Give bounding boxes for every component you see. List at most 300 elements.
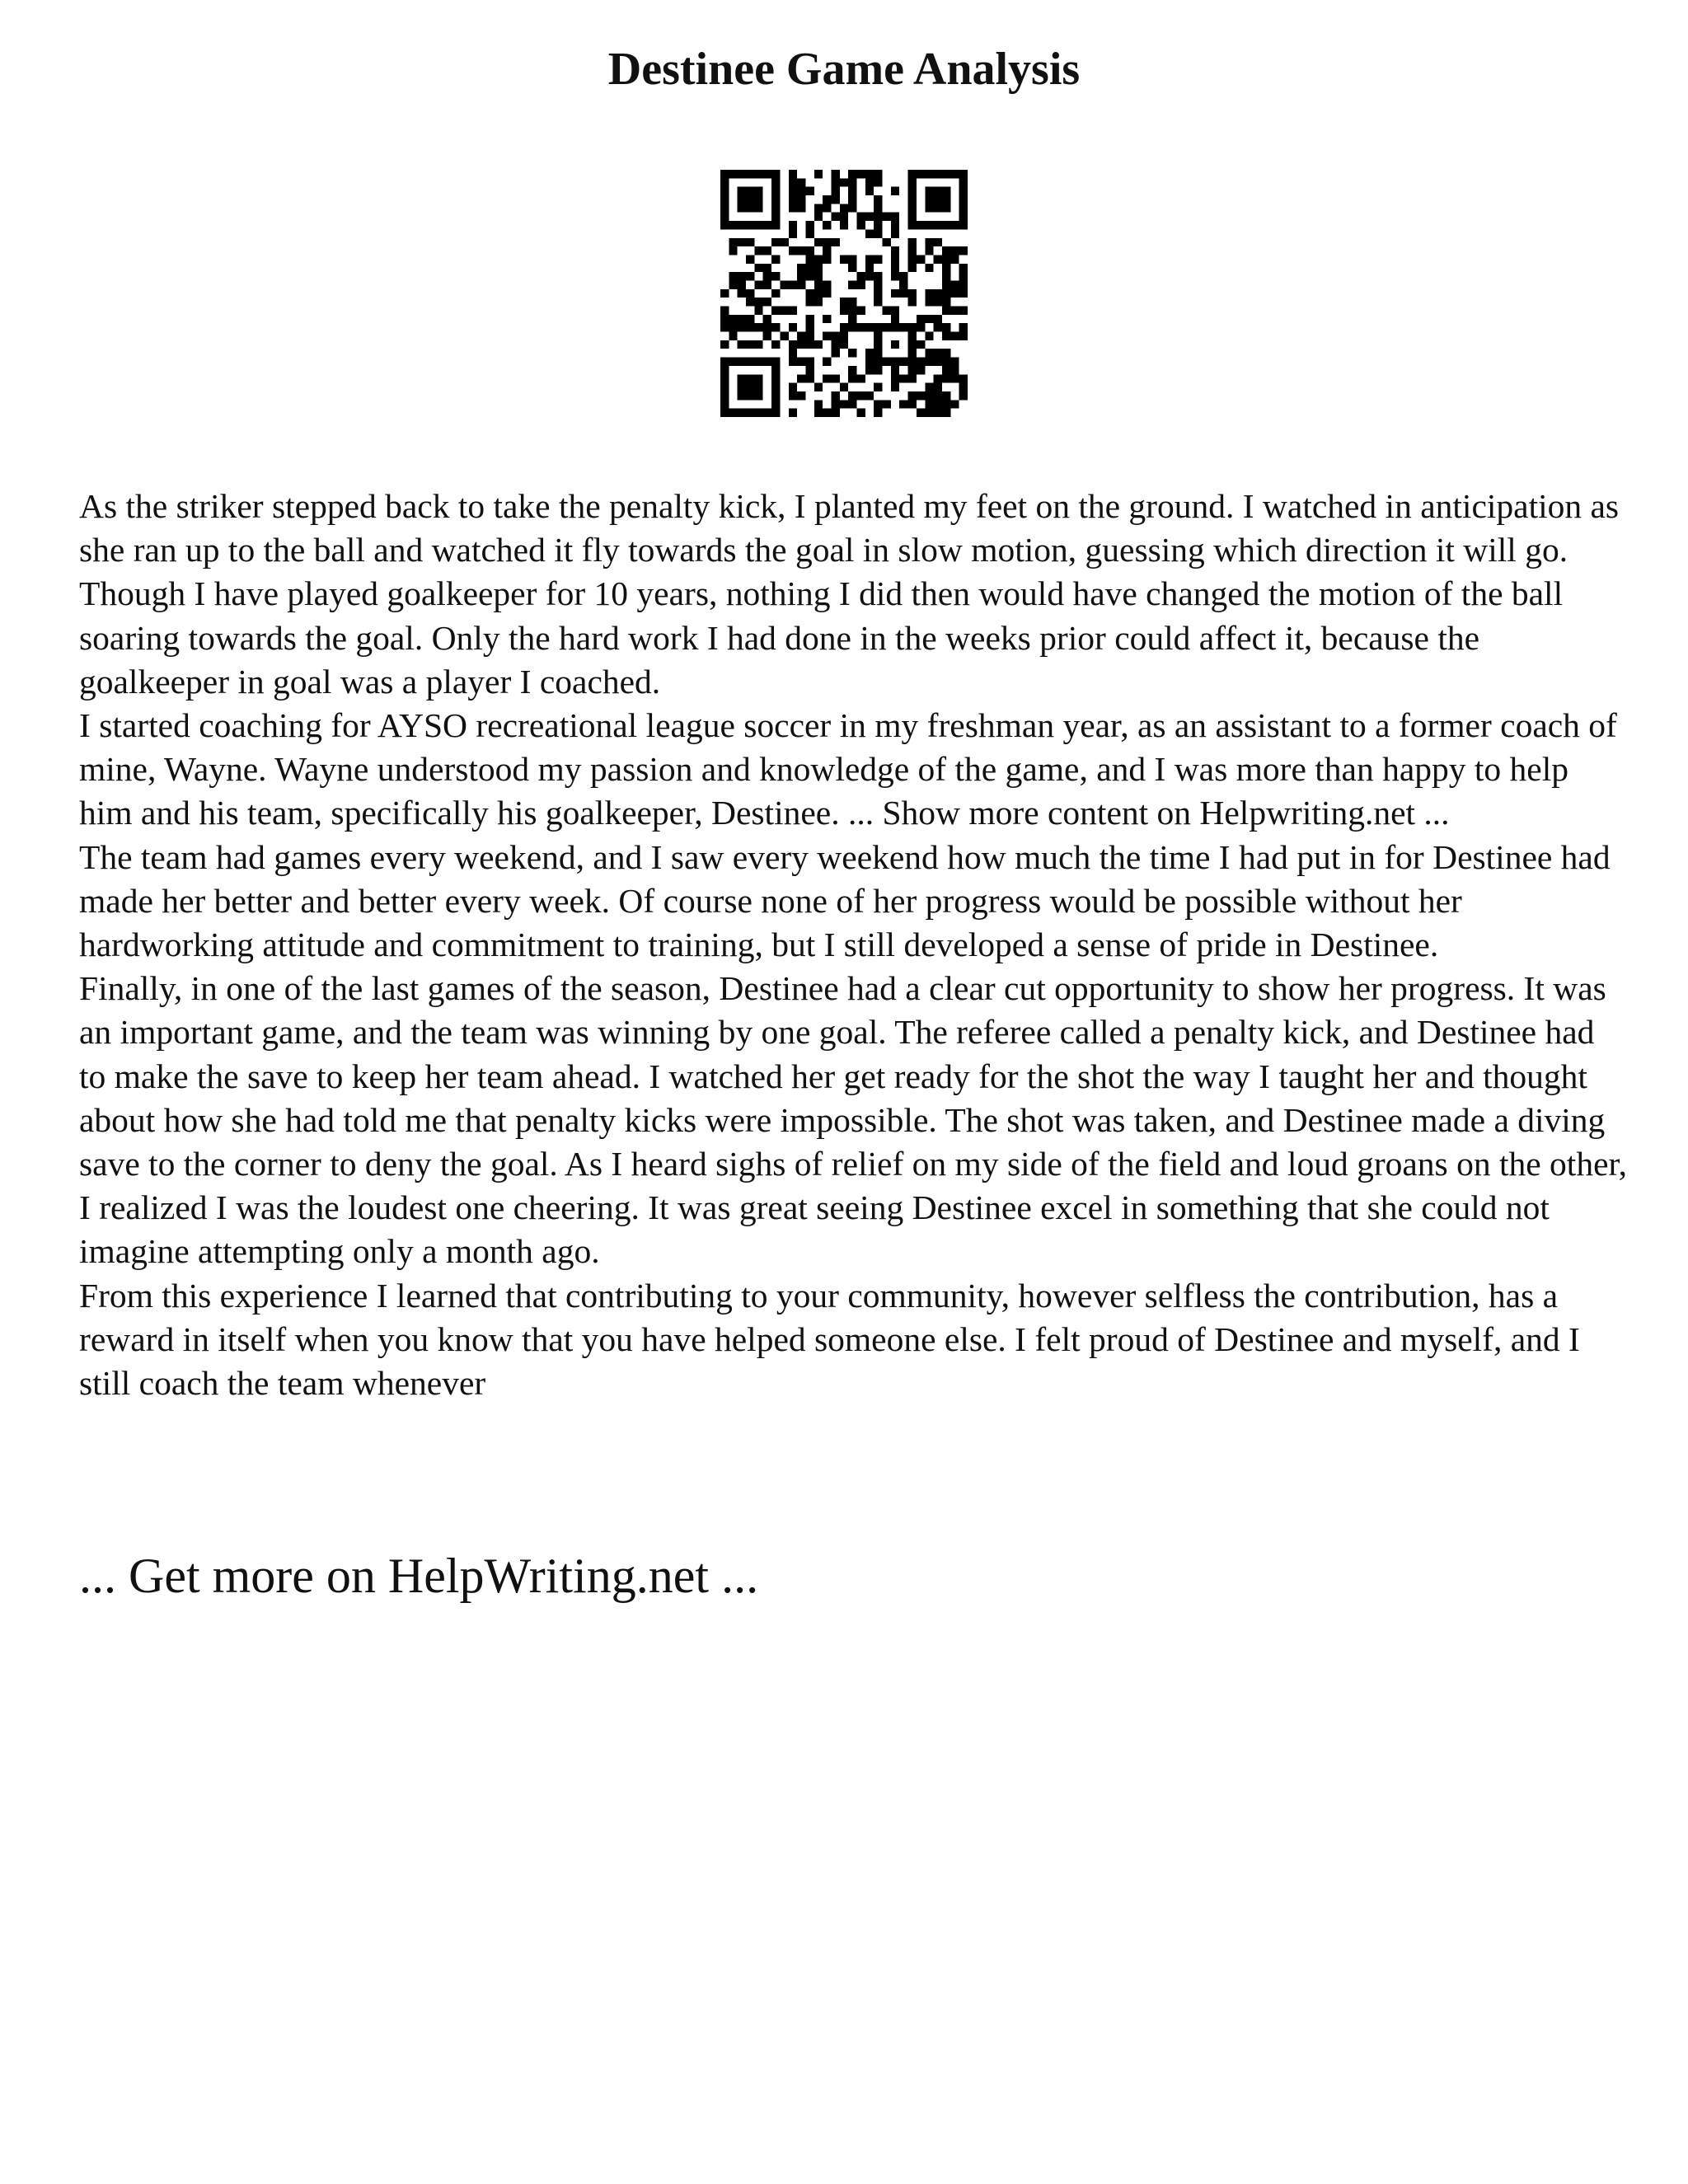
paragraph: From this experience I learned that contributing to your community, however selfless the contribution, has a reward in itself when you know that you have helped someone else. I felt proud of Destinee and myself, and I still coach the team whenever bbox=[79, 1276, 1580, 1403]
qr-module bbox=[771, 409, 780, 417]
qr-module bbox=[746, 315, 754, 323]
qr-module bbox=[720, 366, 729, 374]
qr-module bbox=[959, 178, 968, 186]
qr-module bbox=[942, 298, 950, 306]
qr-module bbox=[823, 280, 831, 288]
qr-module bbox=[840, 400, 848, 408]
qr-module bbox=[950, 280, 959, 288]
qr-module bbox=[746, 255, 754, 263]
qr-module bbox=[908, 349, 917, 357]
qr-module bbox=[720, 315, 729, 323]
qr-module bbox=[840, 383, 848, 391]
qr-module bbox=[797, 374, 805, 382]
qr-module bbox=[848, 187, 856, 195]
qr-module bbox=[797, 246, 805, 255]
qr-module bbox=[738, 323, 746, 331]
qr-module bbox=[840, 204, 848, 212]
qr-module bbox=[814, 170, 823, 178]
qr-module bbox=[746, 391, 754, 400]
qr-module bbox=[950, 246, 959, 255]
qr-module bbox=[848, 366, 856, 374]
get-more-link[interactable]: ... Get more on HelpWriting.net ... bbox=[79, 1549, 759, 1603]
qr-module bbox=[959, 170, 968, 178]
qr-module bbox=[780, 307, 788, 315]
qr-module bbox=[865, 255, 874, 263]
qr-module bbox=[865, 366, 874, 374]
qr-module bbox=[738, 315, 746, 323]
article-body bbox=[79, 485, 1629, 1405]
qr-module bbox=[934, 170, 942, 178]
qr-module bbox=[805, 374, 814, 382]
qr-module bbox=[720, 340, 729, 349]
qr-module bbox=[925, 289, 933, 298]
qr-module bbox=[908, 246, 917, 255]
qr-module bbox=[874, 229, 882, 237]
qr-module bbox=[899, 323, 907, 331]
qr-module bbox=[950, 366, 959, 374]
qr-module bbox=[797, 204, 805, 212]
qr-module bbox=[925, 298, 933, 306]
qr-module bbox=[840, 221, 848, 229]
qr-module bbox=[823, 255, 831, 263]
qr-module bbox=[874, 400, 882, 408]
qr-module bbox=[738, 280, 746, 288]
qr-module bbox=[720, 307, 729, 315]
qr-module bbox=[925, 246, 933, 255]
qr-module bbox=[934, 187, 942, 195]
qr-module bbox=[771, 204, 780, 212]
qr-module bbox=[771, 358, 780, 366]
qr-module bbox=[899, 272, 907, 280]
qr-module bbox=[763, 315, 771, 323]
qr-module bbox=[754, 391, 762, 400]
qr-module bbox=[729, 332, 737, 340]
qr-module bbox=[848, 170, 856, 178]
qr-module bbox=[805, 264, 814, 272]
qr-module bbox=[840, 178, 848, 186]
qr-module bbox=[942, 170, 950, 178]
qr-module bbox=[942, 289, 950, 298]
qr-module bbox=[942, 332, 950, 340]
qr-module bbox=[789, 323, 797, 331]
qr-module bbox=[883, 238, 891, 246]
qr-module bbox=[874, 255, 882, 263]
qr-module bbox=[789, 358, 797, 366]
qr-module bbox=[950, 374, 959, 382]
qr-module bbox=[754, 383, 762, 391]
qr-module bbox=[899, 374, 907, 382]
qr-module bbox=[874, 213, 882, 221]
qr-module bbox=[738, 374, 746, 382]
qr-module bbox=[840, 323, 848, 331]
qr-module bbox=[805, 246, 814, 255]
qr-module bbox=[746, 170, 754, 178]
qr-module bbox=[771, 366, 780, 374]
qr-module bbox=[908, 187, 917, 195]
qr-module bbox=[959, 246, 968, 255]
qr-module bbox=[917, 315, 925, 323]
qr-module bbox=[865, 170, 874, 178]
qr-module bbox=[831, 332, 839, 340]
qr-module bbox=[891, 374, 899, 382]
qr-module bbox=[771, 221, 780, 229]
qr-module bbox=[950, 400, 959, 408]
qr-module bbox=[754, 307, 762, 315]
qr-module bbox=[942, 187, 950, 195]
qr-module bbox=[789, 204, 797, 212]
qr-module bbox=[959, 307, 968, 315]
qr-module bbox=[840, 213, 848, 221]
qr-module bbox=[746, 289, 754, 298]
qr-module bbox=[797, 340, 805, 349]
qr-module bbox=[925, 221, 933, 229]
qr-module bbox=[925, 349, 933, 357]
qr-module bbox=[814, 272, 823, 280]
qr-module bbox=[874, 204, 882, 212]
qr-module bbox=[959, 323, 968, 331]
qr-module bbox=[738, 170, 746, 178]
qr-module bbox=[942, 349, 950, 357]
qr-module bbox=[934, 349, 942, 357]
qr-module bbox=[789, 307, 797, 315]
qr-module bbox=[805, 340, 814, 349]
qr-module bbox=[771, 391, 780, 400]
paragraph: I started coaching for AYSO recreational league soccer in my freshman year, as an assistant to a former coach of mine, Wayne. Wayne understood my passion and knowledge of the game, and I was more than happy to help him and his team, specifically his goalkeeper, Destinee. ... Show more content on Helpwriting.net ... bbox=[79, 706, 1617, 832]
qr-module bbox=[908, 340, 917, 349]
qr-module bbox=[908, 204, 917, 212]
qr-module bbox=[797, 264, 805, 272]
qr-module bbox=[738, 340, 746, 349]
qr-module bbox=[805, 221, 814, 229]
qr-module bbox=[823, 315, 831, 323]
qr-code-graphic bbox=[720, 170, 968, 417]
qr-module bbox=[865, 264, 874, 272]
qr-module bbox=[950, 255, 959, 263]
qr-module bbox=[746, 340, 754, 349]
qr-module bbox=[805, 255, 814, 263]
qr-module bbox=[942, 307, 950, 315]
qr-module bbox=[959, 289, 968, 298]
qr-module bbox=[874, 170, 882, 178]
qr-module bbox=[934, 383, 942, 391]
qr-module bbox=[848, 280, 856, 288]
qr-module bbox=[917, 255, 925, 263]
qr-module bbox=[908, 238, 917, 246]
qr-module bbox=[848, 195, 856, 204]
qr-module bbox=[891, 323, 899, 331]
qr-module bbox=[754, 195, 762, 204]
qr-module bbox=[891, 366, 899, 374]
qr-module bbox=[891, 264, 899, 272]
qr-module bbox=[934, 221, 942, 229]
qr-module bbox=[831, 170, 839, 178]
qr-module bbox=[771, 195, 780, 204]
qr-module bbox=[942, 374, 950, 382]
qr-module bbox=[814, 204, 823, 212]
qr-module bbox=[899, 358, 907, 366]
qr-module bbox=[754, 280, 762, 288]
qr-module bbox=[771, 170, 780, 178]
qr-module bbox=[848, 391, 856, 400]
qr-module bbox=[857, 391, 865, 400]
qr-module bbox=[831, 340, 839, 349]
qr-module bbox=[729, 272, 737, 280]
qr-module bbox=[942, 358, 950, 366]
qr-module bbox=[950, 332, 959, 340]
qr-module bbox=[729, 221, 737, 229]
qr-module bbox=[805, 366, 814, 374]
qr-module bbox=[857, 280, 865, 288]
qr-module bbox=[738, 358, 746, 366]
qr-module bbox=[899, 289, 907, 298]
qr-module bbox=[891, 213, 899, 221]
qr-module bbox=[746, 358, 754, 366]
qr-module bbox=[746, 238, 754, 246]
qr-module bbox=[746, 323, 754, 331]
qr-module bbox=[917, 391, 925, 400]
qr-module bbox=[797, 332, 805, 340]
qr-module bbox=[891, 255, 899, 263]
qr-module bbox=[942, 195, 950, 204]
qr-module bbox=[950, 170, 959, 178]
qr-module bbox=[720, 187, 729, 195]
qr-module bbox=[848, 298, 856, 306]
qr-module bbox=[831, 391, 839, 400]
qr-module bbox=[720, 178, 729, 186]
qr-module bbox=[891, 289, 899, 298]
qr-module bbox=[738, 391, 746, 400]
qr-module bbox=[823, 374, 831, 382]
qr-module bbox=[805, 187, 814, 195]
qr-module bbox=[823, 204, 831, 212]
qr-module bbox=[917, 366, 925, 374]
qr-module bbox=[814, 255, 823, 263]
qr-module bbox=[720, 409, 729, 417]
qr-module bbox=[823, 238, 831, 246]
qr-module bbox=[874, 358, 882, 366]
qr-module bbox=[840, 332, 848, 340]
qr-module bbox=[797, 187, 805, 195]
qr-module bbox=[959, 374, 968, 382]
qr-module bbox=[729, 170, 737, 178]
qr-module bbox=[720, 289, 729, 298]
qr-module bbox=[738, 238, 746, 246]
qr-module bbox=[738, 409, 746, 417]
qr-module bbox=[805, 358, 814, 366]
qr-module bbox=[942, 246, 950, 255]
qr-module bbox=[857, 374, 865, 382]
qr-module bbox=[959, 221, 968, 229]
qr-module bbox=[908, 332, 917, 340]
qr-module bbox=[865, 213, 874, 221]
qr-code-icon[interactable] bbox=[720, 170, 968, 417]
qr-module bbox=[942, 204, 950, 212]
qr-module bbox=[934, 204, 942, 212]
qr-module bbox=[942, 366, 950, 374]
qr-module bbox=[738, 289, 746, 298]
qr-module bbox=[840, 307, 848, 315]
qr-module bbox=[959, 213, 968, 221]
qr-module bbox=[950, 289, 959, 298]
qr-module bbox=[874, 349, 882, 357]
qr-module bbox=[908, 213, 917, 221]
qr-module bbox=[950, 221, 959, 229]
qr-module bbox=[908, 358, 917, 366]
qr-module bbox=[763, 272, 771, 280]
qr-module bbox=[891, 315, 899, 323]
qr-module bbox=[823, 246, 831, 255]
qr-module bbox=[865, 323, 874, 331]
qr-module bbox=[917, 323, 925, 331]
qr-module bbox=[857, 170, 865, 178]
qr-module bbox=[840, 298, 848, 306]
qr-module bbox=[789, 221, 797, 229]
qr-module bbox=[746, 195, 754, 204]
qr-module bbox=[720, 221, 729, 229]
qr-module bbox=[789, 195, 797, 204]
qr-module bbox=[950, 358, 959, 366]
qr-module bbox=[891, 383, 899, 391]
qr-module bbox=[848, 264, 856, 272]
qr-module bbox=[942, 264, 950, 272]
qr-module bbox=[738, 221, 746, 229]
qr-module bbox=[883, 400, 891, 408]
qr-module bbox=[959, 204, 968, 212]
qr-module bbox=[942, 255, 950, 263]
qr-module bbox=[814, 213, 823, 221]
qr-module bbox=[720, 383, 729, 391]
qr-module bbox=[771, 374, 780, 382]
qr-module bbox=[720, 195, 729, 204]
paragraph: Finally, in one of the last games of the season, Destinee had a clear cut opportunity to show her progress. It was an important game, and the team was winning by one goal. The referee called a penalty kick, and Destinee had to make the save to keep her team ahead. I watched her get ready for the shot the way I taught her and thought about how she had told me that penalty kicks were impossible. The shot was taken, and Destinee made a diving save to the corner to deny the goal. As I heard sighs of relief on my side of the field and loud groans on the other, I realized I was the loudest one cheering. It was great seeing Destinee excel in something that she could not imagine attempting only a month ago. bbox=[79, 969, 1628, 1271]
qr-module bbox=[942, 409, 950, 417]
qr-module bbox=[917, 358, 925, 366]
qr-module bbox=[780, 332, 788, 340]
qr-module bbox=[823, 221, 831, 229]
qr-module bbox=[746, 204, 754, 212]
qr-module bbox=[789, 229, 797, 237]
qr-module bbox=[874, 340, 882, 349]
qr-module bbox=[789, 391, 797, 400]
qr-module bbox=[925, 204, 933, 212]
qr-module bbox=[865, 349, 874, 357]
qr-module bbox=[925, 264, 933, 272]
qr-module bbox=[763, 323, 771, 331]
qr-module bbox=[874, 366, 882, 374]
qr-module bbox=[925, 315, 933, 323]
qr-module bbox=[959, 272, 968, 280]
qr-module bbox=[925, 238, 933, 246]
qr-module bbox=[908, 366, 917, 374]
qr-module bbox=[865, 187, 874, 195]
qr-module bbox=[720, 400, 729, 408]
qr-module bbox=[814, 264, 823, 272]
qr-module bbox=[823, 332, 831, 340]
qr-module bbox=[754, 374, 762, 382]
qr-module bbox=[865, 229, 874, 237]
qr-module bbox=[925, 332, 933, 340]
qr-module bbox=[891, 307, 899, 315]
qr-module bbox=[771, 187, 780, 195]
qr-module bbox=[934, 400, 942, 408]
qr-module bbox=[891, 221, 899, 229]
qr-module bbox=[857, 409, 865, 417]
qr-module bbox=[959, 391, 968, 400]
qr-module bbox=[840, 255, 848, 263]
qr-module bbox=[857, 307, 865, 315]
qr-module bbox=[831, 178, 839, 186]
qr-module bbox=[780, 238, 788, 246]
qr-module bbox=[925, 170, 933, 178]
qr-module bbox=[925, 187, 933, 195]
qr-module bbox=[729, 358, 737, 366]
qr-module bbox=[789, 178, 797, 186]
qr-module bbox=[934, 195, 942, 204]
qr-module bbox=[857, 272, 865, 280]
qr-module bbox=[805, 298, 814, 306]
qr-module bbox=[934, 315, 942, 323]
qr-module bbox=[883, 358, 891, 366]
qr-module bbox=[771, 340, 780, 349]
qr-module bbox=[874, 289, 882, 298]
qr-module bbox=[754, 204, 762, 212]
qr-module bbox=[917, 170, 925, 178]
qr-module bbox=[874, 409, 882, 417]
qr-module bbox=[814, 289, 823, 298]
qr-module bbox=[754, 187, 762, 195]
qr-module bbox=[814, 383, 823, 391]
qr-module bbox=[831, 400, 839, 408]
qr-module bbox=[874, 332, 882, 340]
qr-module bbox=[831, 409, 839, 417]
qr-module bbox=[874, 323, 882, 331]
qr-module bbox=[959, 264, 968, 272]
qr-module bbox=[771, 289, 780, 298]
qr-module bbox=[908, 323, 917, 331]
qr-module bbox=[908, 400, 917, 408]
qr-module bbox=[934, 391, 942, 400]
qr-module bbox=[823, 358, 831, 366]
qr-module bbox=[729, 315, 737, 323]
qr-module bbox=[865, 272, 874, 280]
qr-module bbox=[805, 229, 814, 237]
qr-module bbox=[789, 187, 797, 195]
qr-module bbox=[925, 409, 933, 417]
qr-module bbox=[789, 246, 797, 255]
qr-module bbox=[746, 383, 754, 391]
qr-module bbox=[848, 307, 856, 315]
qr-module bbox=[917, 409, 925, 417]
qr-module bbox=[874, 298, 882, 306]
qr-module bbox=[814, 409, 823, 417]
qr-module bbox=[891, 229, 899, 237]
qr-module bbox=[789, 340, 797, 349]
qr-module bbox=[720, 358, 729, 366]
qr-module bbox=[934, 298, 942, 306]
qr-module bbox=[789, 383, 797, 391]
qr-module bbox=[831, 238, 839, 246]
qr-module bbox=[908, 195, 917, 204]
qr-module bbox=[942, 391, 950, 400]
qr-module bbox=[746, 187, 754, 195]
qr-module bbox=[823, 409, 831, 417]
qr-module bbox=[754, 264, 762, 272]
qr-module bbox=[805, 323, 814, 331]
qr-module bbox=[848, 349, 856, 357]
qr-module bbox=[763, 298, 771, 306]
qr-module bbox=[925, 400, 933, 408]
qr-module bbox=[908, 264, 917, 272]
